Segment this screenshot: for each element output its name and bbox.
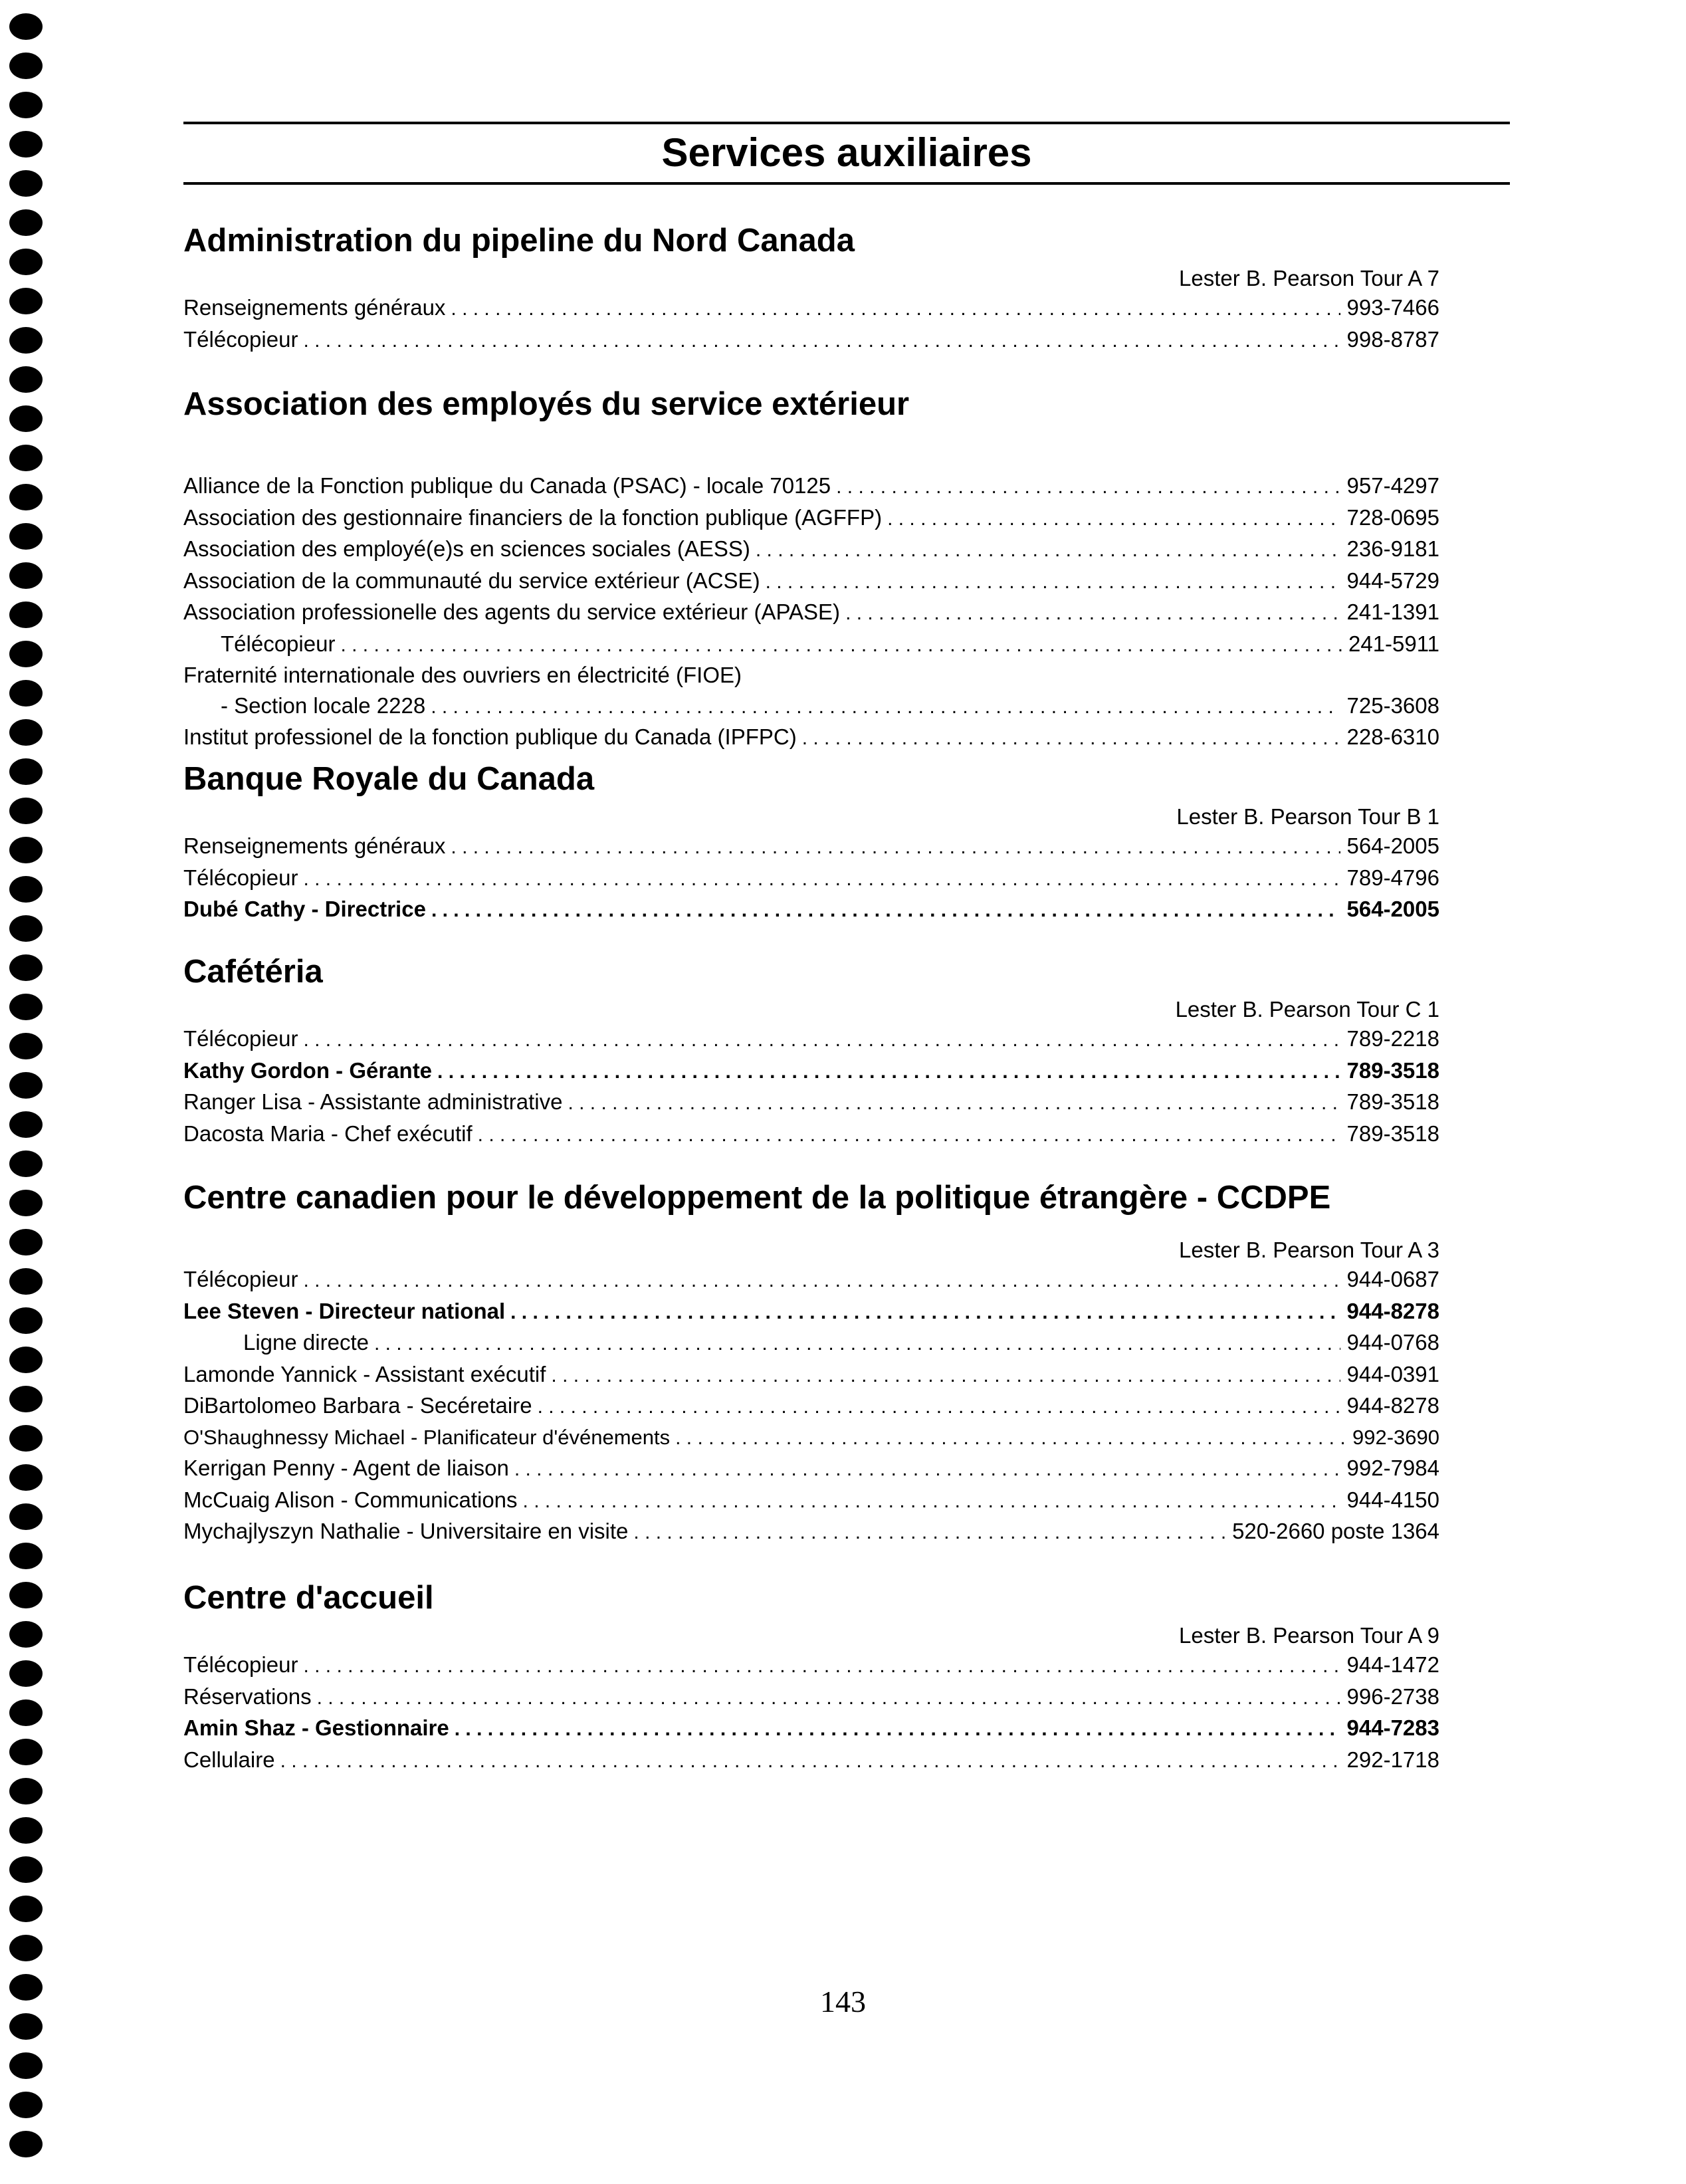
entry-name: Association des employé(e)s en sciences sociales (AESS) (183, 536, 750, 561)
entry-phone: 992-7984 (1346, 1456, 1439, 1480)
section-title: Cafétéria (183, 954, 323, 990)
binding-hole (9, 719, 43, 746)
directory-entry (183, 292, 1439, 324)
dot-leader (568, 1088, 1340, 1119)
entry-name: Renseignements généraux (183, 295, 446, 320)
binding-hole (9, 92, 43, 118)
entry-name: Télécopieur (183, 326, 298, 352)
dot-leader (887, 504, 1340, 534)
entry-phone: 292-1718 (1346, 1747, 1439, 1772)
section-location: Lester B. Pearson Tour A 9 (1179, 1623, 1439, 1648)
binding-hole (9, 1817, 43, 1844)
dot-leader (451, 832, 1340, 863)
entry-phone: 992-3690 (1352, 1425, 1439, 1449)
entry-phone: 944-5729 (1346, 568, 1439, 593)
entry-name: Institut professionel de la fonction publique du Canada (IPFPC) (183, 724, 797, 749)
section-pipeline-nord (183, 221, 1439, 356)
directory-entry (183, 894, 1439, 926)
binding-hole (9, 249, 43, 275)
section-location: Lester B. Pearson Tour C 1 (1175, 997, 1439, 1022)
binding-hole (9, 994, 43, 1020)
entry-phone: 241-5911 (1348, 631, 1439, 656)
entry-name: Mychajlyszyn Nathalie - Universitaire en visite (183, 1519, 629, 1543)
directory-entry (183, 831, 1439, 863)
directory-entry (183, 722, 1439, 754)
binding-hole (9, 1503, 43, 1530)
page-title: Services auxiliaires (661, 130, 1032, 175)
directory-entry (183, 1264, 1439, 1296)
binding-hole (9, 445, 43, 471)
section-association-employes (183, 384, 1439, 754)
entry-phone: 944-8278 (1346, 1393, 1439, 1418)
binding-hole (9, 641, 43, 667)
binding-hole (9, 798, 43, 824)
dot-leader (455, 1714, 1340, 1745)
dot-leader (303, 326, 1340, 356)
entry-name: Cellulaire (183, 1747, 275, 1772)
dot-leader (303, 864, 1340, 895)
section-title: Centre canadien pour le développement de la politique étrangère - CCDPE (183, 1180, 1331, 1216)
binding-hole (9, 1150, 43, 1177)
dot-leader (756, 535, 1340, 566)
binding-hole (9, 954, 43, 981)
entry-phone: 944-8278 (1346, 1298, 1439, 1323)
dot-leader (303, 1025, 1340, 1055)
entry-phone: 944-7283 (1346, 1715, 1439, 1740)
dot-leader (510, 1297, 1340, 1328)
entry-phone: 236-9181 (1346, 536, 1439, 561)
dot-leader (303, 1265, 1340, 1296)
directory-entry (183, 1650, 1439, 1682)
entry-phone: 944-4150 (1346, 1487, 1439, 1512)
entry-name: Télécopieur (221, 631, 336, 656)
entry-name: O'Shaughnessy Michael - Planificateur d'événements (183, 1425, 671, 1449)
entry-name: DiBartolomeo Barbara - Secéretaire (183, 1393, 532, 1418)
section-title: Administration du pipeline du Nord Canada (183, 223, 855, 259)
binding-hole (9, 2131, 43, 2157)
entry-phone: 564-2005 (1346, 897, 1439, 921)
directory-entry (183, 1055, 1439, 1087)
header-rule-top (183, 122, 1510, 124)
directory-entry (183, 1087, 1439, 1119)
section-title: Association des employés du service extérieur (183, 386, 910, 422)
entry-name: Association professionelle des agents du service extérieur (APASE) (183, 600, 841, 624)
binding-hole (9, 13, 43, 40)
entry-name: Télécopieur (183, 1026, 298, 1051)
binding-hole (9, 2052, 43, 2079)
binding-hole (9, 1307, 43, 1334)
directory-entry (183, 1682, 1439, 1713)
dot-leader (845, 598, 1340, 629)
directory-entry (183, 629, 1439, 661)
directory-entry (183, 1390, 1439, 1422)
dot-leader (538, 1392, 1340, 1422)
binding-hole (9, 915, 43, 942)
binding-hole (9, 837, 43, 863)
entry-name: Lee Steven - Directeur national (183, 1298, 506, 1323)
entry-phone: 228-6310 (1346, 724, 1439, 749)
binding-hole (9, 1268, 43, 1295)
binding-hole (9, 1347, 43, 1373)
entry-phone: 725-3608 (1346, 693, 1439, 718)
binding-hole (9, 758, 43, 785)
directory-entry (183, 324, 1439, 356)
binding-hole (9, 680, 43, 707)
header-rule-bottom (183, 182, 1510, 185)
entry-name: Association des gestionnaire financiers de la fonction publique (AGFFP) (183, 504, 883, 530)
directory-entry (183, 863, 1439, 895)
entry-name: Kerrigan Penny - Agent de liaison (183, 1456, 509, 1480)
entry-phone: 728-0695 (1346, 504, 1439, 530)
dot-leader (802, 723, 1340, 754)
entry-phone: 944-1472 (1346, 1652, 1439, 1677)
dot-leader (451, 294, 1340, 324)
binding-hole (9, 2092, 43, 2118)
binding-hole (9, 1464, 43, 1491)
entry-name: Amin Shaz - Gestionnaire (183, 1715, 449, 1740)
entry-phone: 789-3518 (1346, 1057, 1439, 1083)
binding-hole (9, 876, 43, 903)
entry-name: Alliance de la Fonction publique du Canada (PSAC) - locale 70125 (183, 473, 831, 498)
directory-entry (183, 1296, 1439, 1328)
section-location: Lester B. Pearson Tour A 7 (1179, 266, 1439, 290)
binding-hole (9, 562, 43, 589)
entry-name: McCuaig Alison - Communications (183, 1487, 518, 1512)
binding-hole (9, 209, 43, 236)
directory-entry (183, 502, 1439, 534)
binding-hole (9, 1856, 43, 1883)
entry-phone: 241-1391 (1346, 600, 1439, 624)
dot-leader (551, 1361, 1340, 1391)
dot-leader (303, 1651, 1340, 1682)
binding-hole (9, 1033, 43, 1059)
directory-entry (183, 1119, 1439, 1150)
dot-leader (514, 1454, 1340, 1485)
binding-hole (9, 1935, 43, 1961)
dot-leader (675, 1423, 1346, 1454)
section-cafeteria (183, 952, 1439, 1150)
dot-leader (478, 1120, 1340, 1150)
entry-name: Télécopieur (183, 865, 298, 890)
entry-phone: 944-0768 (1346, 1330, 1439, 1355)
dot-leader (317, 1683, 1340, 1713)
section-location: Lester B. Pearson Tour B 1 (1176, 804, 1439, 829)
section-banque-royale (183, 759, 1439, 926)
entry-name: Dacosta Maria - Chef exécutif (183, 1121, 473, 1146)
entry-phone: 789-2218 (1346, 1026, 1439, 1051)
section-centre-accueil (183, 1578, 1439, 1776)
binding-hole (9, 1582, 43, 1608)
directory-entry (183, 1422, 1439, 1454)
directory-entry (183, 1713, 1439, 1745)
entry-phone: 957-4297 (1346, 473, 1439, 498)
entry-phone: 789-3518 (1346, 1089, 1439, 1114)
dot-leader (766, 567, 1340, 598)
binding-hole (9, 1425, 43, 1452)
section-ccdpe (183, 1178, 1439, 1548)
binding-hole (9, 1111, 43, 1138)
binding-hole (9, 1072, 43, 1099)
dot-leader (836, 472, 1340, 502)
binding-hole (9, 1778, 43, 1804)
entry-name: Ligne directe (243, 1330, 369, 1355)
binding-hole (9, 523, 43, 550)
dot-leader (280, 1746, 1340, 1777)
dot-leader (431, 692, 1340, 722)
binding-hole (9, 1896, 43, 1922)
directory-entry (183, 1024, 1439, 1055)
binding-hole (9, 288, 43, 314)
dot-leader (374, 1329, 1340, 1359)
entry-phone: 996-2738 (1346, 1684, 1439, 1709)
entry-phone: 789-3518 (1346, 1121, 1439, 1146)
directory-entry (183, 597, 1439, 629)
binding-hole (9, 405, 43, 432)
entry-phone: 993-7466 (1346, 295, 1439, 320)
entry-phone: 944-0687 (1346, 1267, 1439, 1291)
directory-entry (183, 1745, 1439, 1777)
directory-entry (183, 691, 1439, 722)
binding-hole (9, 327, 43, 354)
binding-hole (9, 1229, 43, 1256)
section-title: Banque Royale du Canada (183, 761, 595, 797)
binding-hole (9, 170, 43, 197)
directory-entry (183, 1359, 1439, 1391)
binding-hole (9, 1386, 43, 1412)
binding-hole (9, 1739, 43, 1765)
directory-entry (183, 1516, 1439, 1548)
binding-hole (9, 131, 43, 158)
entry-name: Télécopieur (183, 1652, 298, 1677)
binding-hole (9, 484, 43, 510)
entry-phone: 998-8787 (1346, 326, 1439, 352)
entry-name: Télécopieur (183, 1267, 298, 1291)
entry-name: - Section locale 2228 (221, 693, 426, 718)
spiral-binding (9, 13, 47, 2173)
entry-phone: 520-2660 poste 1364 (1232, 1519, 1439, 1543)
directory-entry (183, 566, 1439, 598)
entry-name: Kathy Gordon - Gérante (183, 1057, 433, 1083)
binding-hole (9, 366, 43, 393)
directory-entry (183, 1327, 1439, 1359)
entry-name: Ranger Lisa - Assistante administrative (183, 1089, 563, 1114)
entry-name: Association de la communauté du service extérieur (ACSE) (183, 568, 760, 593)
entry-name: Dubé Cathy - Directrice (183, 897, 426, 921)
entry-name: Lamonde Yannick - Assistant exécutif (183, 1361, 546, 1386)
dot-leader (633, 1517, 1225, 1548)
directory-entry (183, 1453, 1439, 1485)
section-location: Lester B. Pearson Tour A 3 (1179, 1238, 1439, 1262)
dot-leader (340, 630, 1342, 661)
binding-hole (9, 1621, 43, 1648)
entry-phone: 564-2005 (1346, 833, 1439, 858)
entry-name: Fraternité internationale des ouvriers en électricité (FIOE) (183, 663, 742, 687)
page-number: 143 (820, 1985, 866, 2019)
entry-name: Renseignements généraux (183, 833, 446, 858)
directory-entry (183, 534, 1439, 566)
entry-phone: 944-0391 (1346, 1361, 1439, 1386)
dot-leader (523, 1486, 1340, 1517)
entry-name: Réservations (183, 1684, 312, 1709)
binding-hole (9, 1699, 43, 1726)
dot-leader (431, 895, 1340, 926)
binding-hole (9, 53, 43, 79)
entry-phone: 789-4796 (1346, 865, 1439, 890)
directory-entry (183, 1485, 1439, 1517)
dot-leader (437, 1057, 1340, 1087)
binding-hole (9, 1190, 43, 1216)
binding-hole (9, 1660, 43, 1687)
binding-hole (9, 601, 43, 628)
section-title: Centre d'accueil (183, 1580, 434, 1616)
directory-entry (183, 471, 1439, 502)
binding-hole (9, 1543, 43, 1569)
